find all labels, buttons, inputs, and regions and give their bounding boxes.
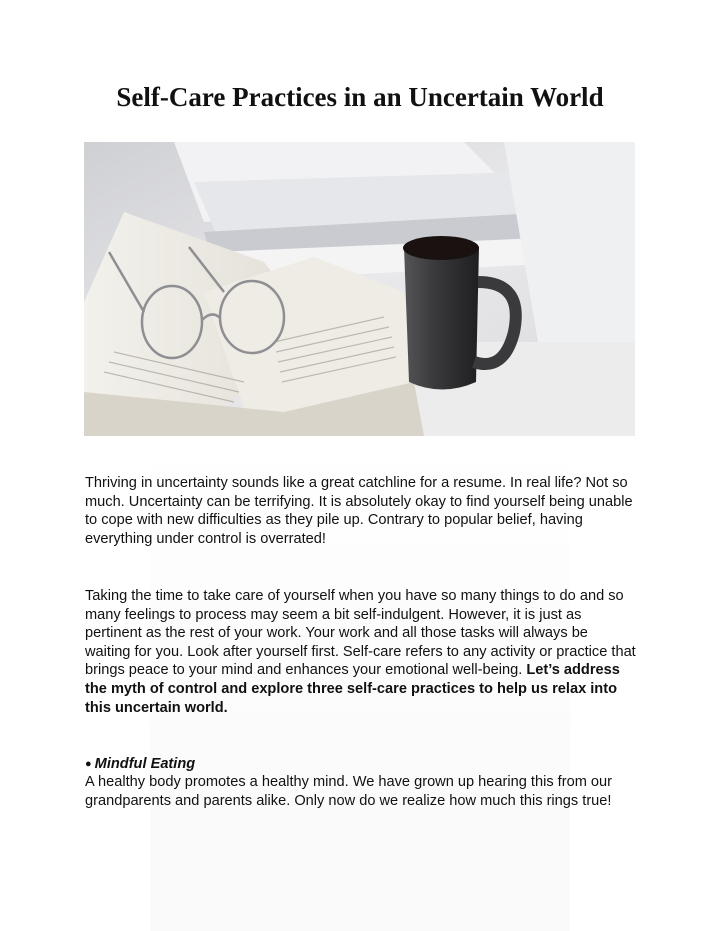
bullet-icon: ● (85, 758, 92, 770)
hero-image (84, 142, 635, 436)
self-care-paragraph-bold: Let’s address the myth of control and explore three self-care practices to help us relax into this uncertain world. (85, 662, 620, 716)
self-care-paragraph (85, 587, 637, 717)
section-heading-mindful-eating (85, 756, 195, 772)
self-care-paragraph-text: Taking the time to take care of yourself when you have so many things to do and so many feelings to process may seem a bit self-indulgent. However, it is just as pertinent as the rest of your work. Your work and all those tasks will always be waiting for you. Look after yourself first. Self-care refers to any activity or practice that brings peace to your mind and enhances your emotional well-being. (85, 588, 636, 679)
section-heading-text: Mindful Eating (94, 756, 196, 772)
intro-paragraph: Thriving in uncertainty sounds like a great catchline for a resume. In real life? Not so much. Uncertainty can be terrifying. It is absolutely okay to find yourself being unable to cope with new difficulties as they pile up. Contrary to popular belief, having everything under control is overrated! (85, 475, 633, 547)
page-title: Self-Care Practices in an Uncertain World (116, 82, 604, 112)
mindful-eating-paragraph: A healthy body promotes a healthy mind. We have grown up hearing this from our grandparents and parents alike. Only now do we realize how much this rings true! (85, 774, 613, 809)
book-glasses-coffee-photo-icon (84, 142, 635, 436)
